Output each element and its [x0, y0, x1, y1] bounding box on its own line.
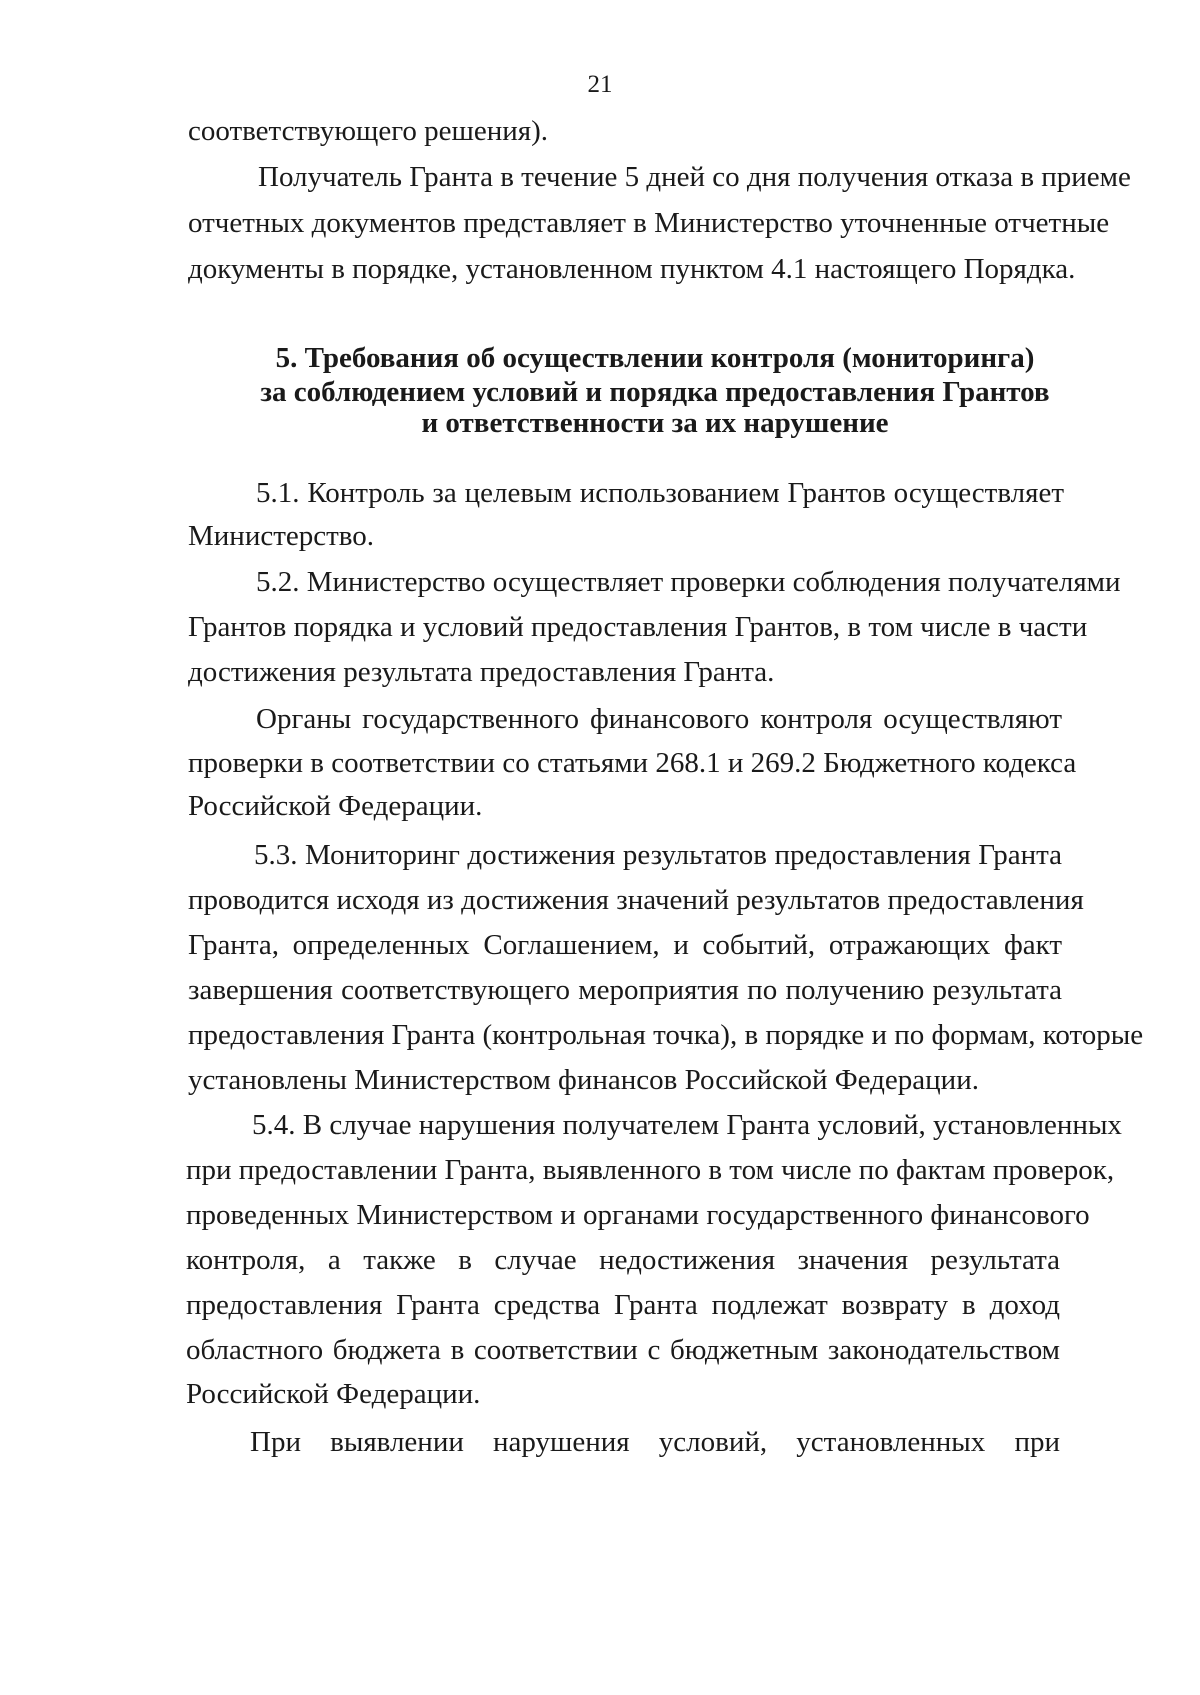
page-number: 21 — [587, 71, 613, 98]
text-line: при предоставлении Гранта, выявленного в том числе по фактам проверок, — [186, 1154, 1115, 1186]
text-line: 5.3. Мониторинг достижения результатов предоставления Гранта — [254, 839, 1062, 871]
text-line: областного бюджета в соответствии с бюджетным законодательством — [186, 1334, 1060, 1366]
text-line: проводится исходя из достижения значений результатов предоставления — [188, 884, 1084, 916]
section-heading-line: 5. Требования об осуществлении контроля (мониторинга) — [275, 342, 1035, 374]
text-line: достижения результата предоставления Гранта. — [188, 656, 775, 688]
text-line: контроля, а также в случае недостижения значения результата — [186, 1244, 1060, 1276]
text-line: Российской Федерации. — [186, 1378, 481, 1410]
text-line: завершения соответствующего мероприятия по получению результата — [188, 974, 1062, 1006]
text-line: установлены Министерством финансов Российской Федерации. — [188, 1064, 979, 1096]
text-line: проведенных Министерством и органами государственного финансового — [186, 1199, 1090, 1231]
text-line: предоставления Гранта (контрольная точка), в порядке и по формам, которые — [188, 1019, 1144, 1051]
section-heading-line: за соблюдением условий и порядка предоставления Грантов — [260, 376, 1050, 408]
section-heading-line: и ответственности за их нарушение — [421, 407, 889, 439]
text-line: документы в порядке, установленном пунктом 4.1 настоящего Порядка. — [188, 253, 1076, 285]
text-line: Министерство. — [188, 520, 375, 552]
text-line: Гранта, определенных Соглашением, и событий, отражающих факт — [188, 929, 1062, 961]
text-line: Грантов порядка и условий предоставления Грантов, в том числе в части — [188, 611, 1088, 643]
text-line: 5.4. В случае нарушения получателем Гранта условий, установленных — [252, 1109, 1122, 1141]
text-line: 5.2. Министерство осуществляет проверки соблюдения получателями — [256, 566, 1121, 598]
text-line: Российской Федерации. — [188, 790, 483, 822]
text-line: отчетных документов представляет в Министерство уточненные отчетные — [188, 207, 1110, 239]
text-line: соответствующего решения). — [188, 115, 548, 147]
text-line: предоставления Гранта средства Гранта подлежат возврату в доход — [186, 1289, 1060, 1321]
text-line: проверки в соответствии со статьями 268.1 и 269.2 Бюджетного кодекса — [188, 747, 1077, 779]
text-line: При выявлении нарушения условий, установленных при — [250, 1426, 1060, 1458]
text-line: Органы государственного финансового контроля осуществляют — [256, 703, 1062, 735]
text-line: Получатель Гранта в течение 5 дней со дня получения отказа в приеме — [258, 161, 1131, 193]
text-line: 5.1. Контроль за целевым использованием Грантов осуществляет — [256, 477, 1064, 509]
